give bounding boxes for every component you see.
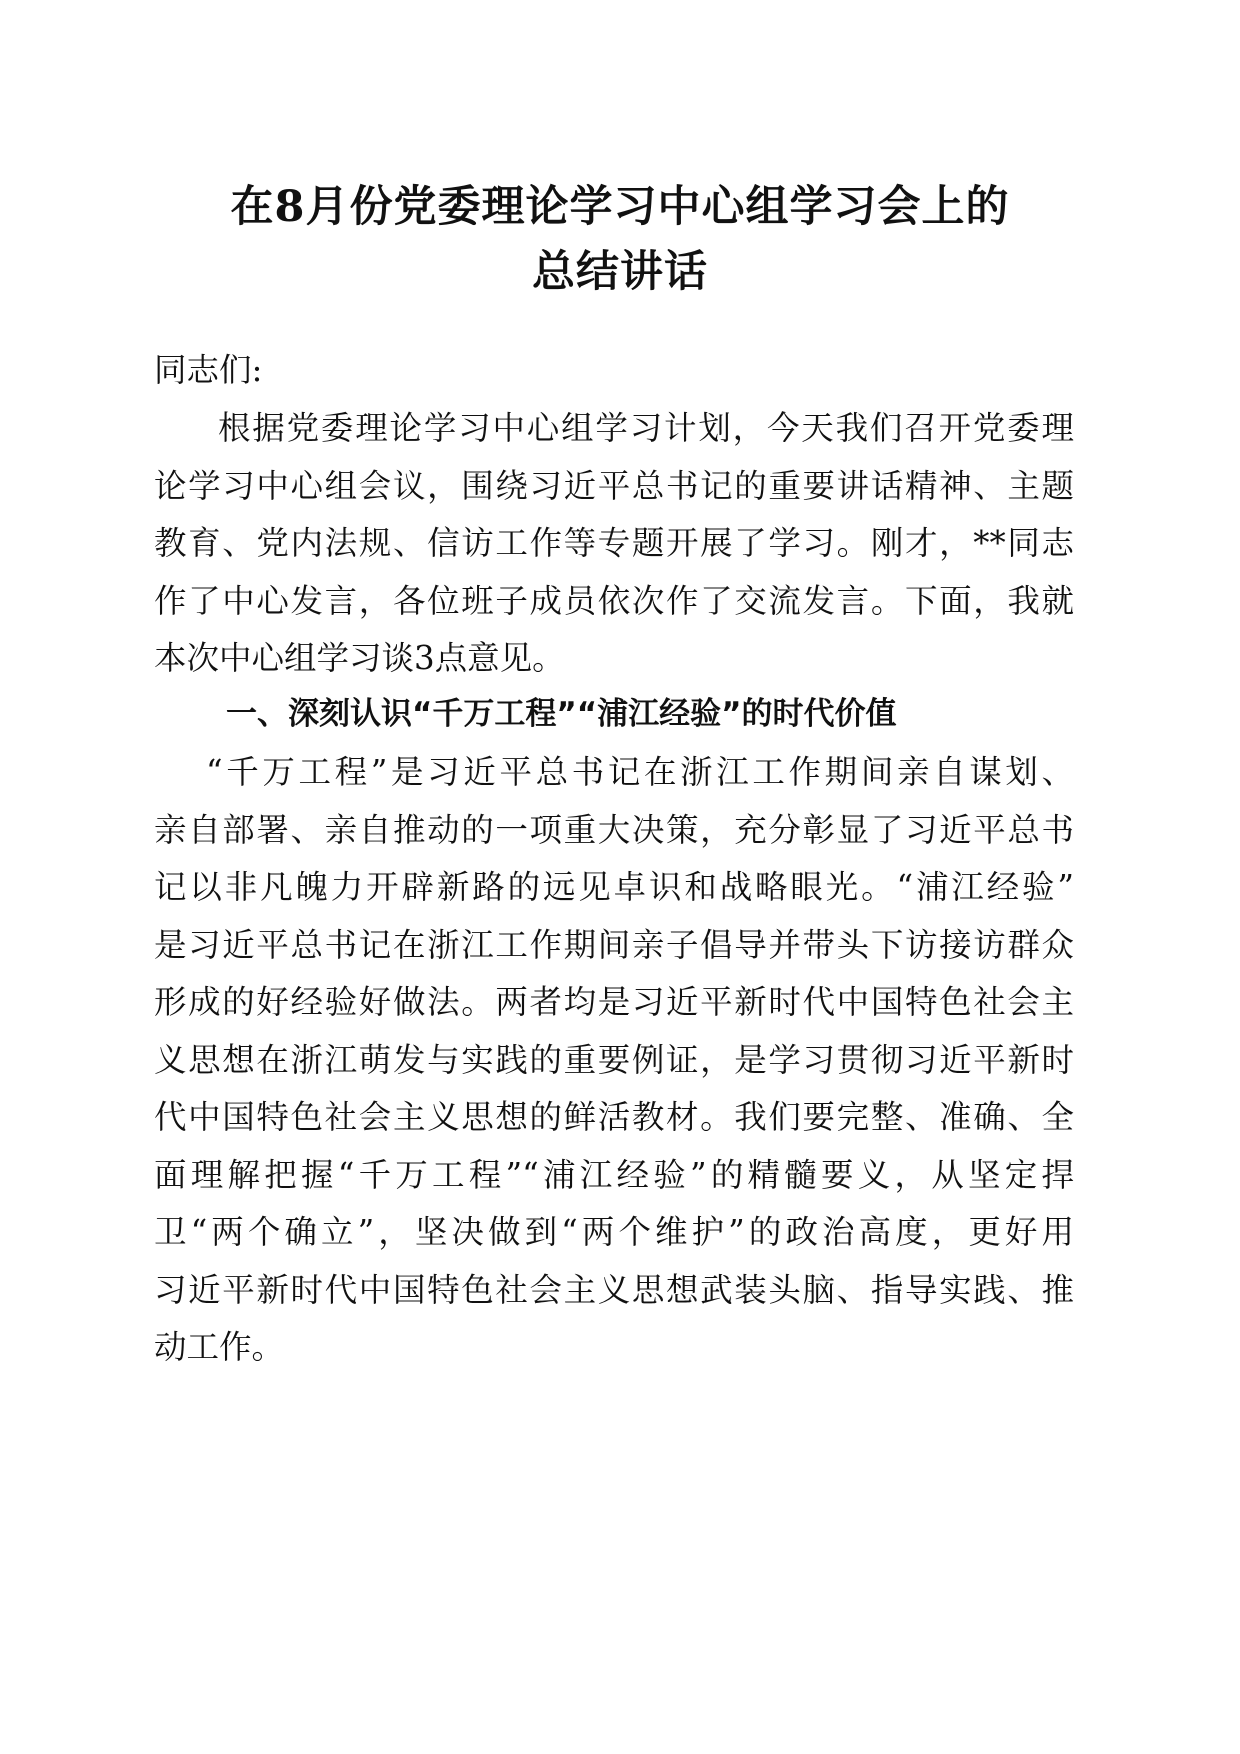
paragraph-2-line-3: 记以非凡魄力开辟新路的远见卓识和战略眼光。“浦江经验” <box>154 868 1074 906</box>
paragraph-2-line-11: 动工作。 <box>154 1328 285 1366</box>
paragraph-1-line-3: 教育、党内法规、信访工作等专题开展了学习。刚才，**同志 <box>154 524 1074 562</box>
paragraph-1-line-4: 作了中心发言，各位班子成员依次作了交流发言。下面，我就 <box>154 582 1074 620</box>
paragraph-2-line-7: 代中国特色社会主义思想的鲜活教材。我们要完整、准确、全 <box>154 1098 1074 1136</box>
paragraph-1-line-2: 论学习中心组会议，围绕习近平总书记的重要讲话精神、主题 <box>154 467 1074 505</box>
paragraph-2-line-9: 卫“两个确立”，坚决做到“两个维护”的政治高度，更好用 <box>154 1213 1074 1251</box>
title-line-1: 在8月份党委理论学习中心组学习会上的 <box>230 182 1010 232</box>
paragraph-2-line-5: 形成的好经验好做法。两者均是习近平新时代中国特色社会主 <box>154 983 1074 1021</box>
paragraph-2-line-6: 义思想在浙江萌发与实践的重要例证，是学习贯彻习近平新时 <box>154 1041 1074 1079</box>
paragraph-2-line-8: 面理解把握“千万工程”“浦江经验”的精髓要义，从坚定捍 <box>154 1156 1074 1194</box>
paragraph-2-line-4: 是习近平总书记在浙江工作期间亲子倡导并带头下访接访群众 <box>154 926 1074 964</box>
title-line-2: 总结讲话 <box>532 247 708 297</box>
section-1-heading: 一、深刻认识“千万工程”“浦江经验”的时代价值 <box>226 696 897 732</box>
paragraph-1-line-5: 本次中心组学习谈3点意见。 <box>154 639 565 677</box>
salutation: 同志们: <box>154 351 263 389</box>
paragraph-2-line-2: 亲自部署、亲自推动的一项重大决策，充分彰显了习近平总书 <box>154 811 1074 849</box>
paragraph-2-line-1: “千万工程”是习近平总书记在浙江工作期间亲自谋划、 <box>206 753 1074 791</box>
paragraph-1-line-1: 根据党委理论学习中心组学习计划，今天我们召开党委理 <box>218 409 1074 447</box>
paragraph-2-line-10: 习近平新时代中国特色社会主义思想武装头脑、指导实践、推 <box>154 1271 1074 1309</box>
